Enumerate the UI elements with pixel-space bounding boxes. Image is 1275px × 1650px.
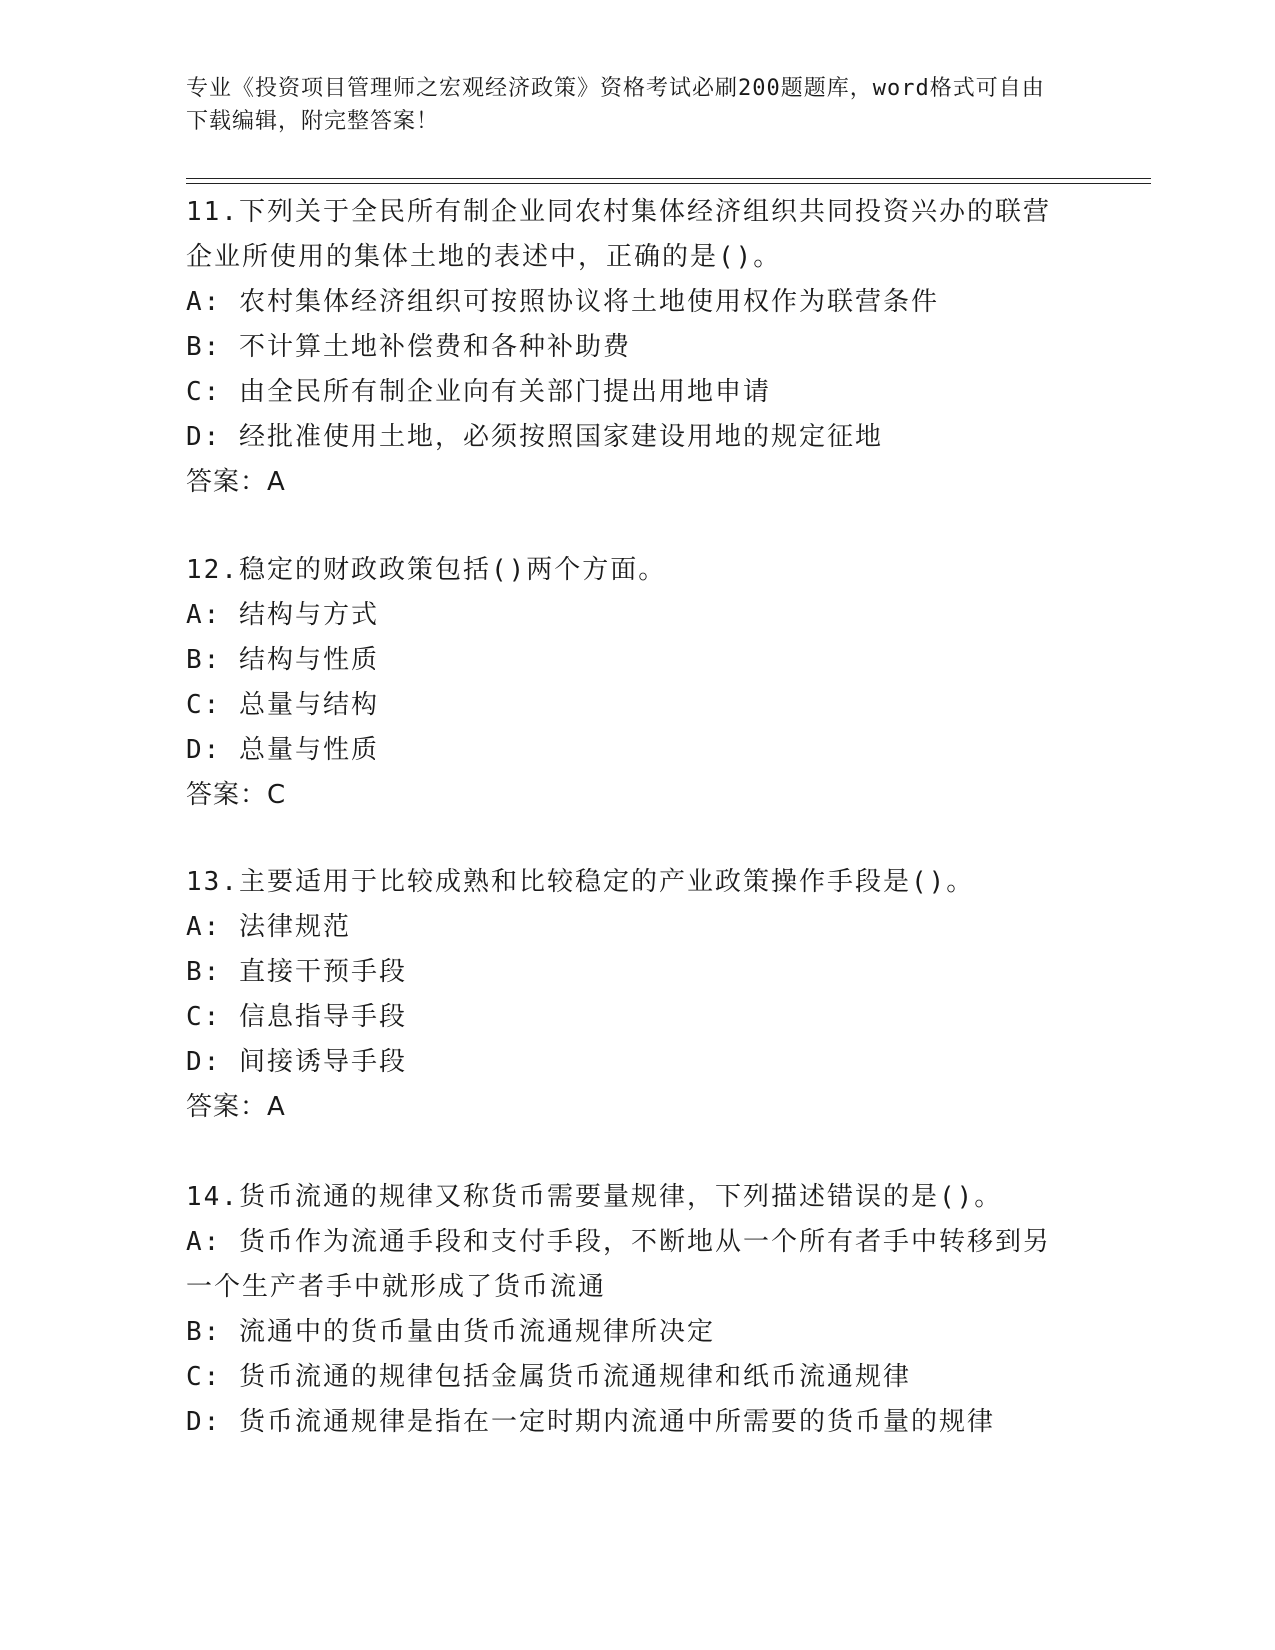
option-d: D: 经批准使用土地，必须按照国家建设用地的规定征地 [186, 422, 883, 452]
option-d: D: 货币流通规律是指在一定时期内流通中所需要的货币量的规律 [186, 1407, 995, 1437]
answer: 答案：C [186, 780, 287, 810]
option-c: C: 由全民所有制企业向有关部门提出用地申请 [186, 377, 771, 407]
option-c: C: 总量与结构 [186, 690, 379, 720]
question-12 [186, 548, 1086, 818]
option-d: D: 间接诱导手段 [186, 1047, 407, 1077]
question-14 [186, 1175, 1086, 1445]
question-11 [186, 190, 1086, 505]
document-header: 专业《投资项目管理师之宏观经济政策》资格考试必刷200题题库，word格式可自由下载编辑，附完整答案！ [186, 76, 1045, 134]
option-a: A: 货币作为流通手段和支付手段，不断地从一个所有者手中转移到另一个生产者手中就形成了货币流通 [186, 1227, 1051, 1302]
answer: 答案：A [186, 1092, 286, 1122]
option-c: C: 货币流通的规律包括金属货币流通规律和纸币流通规律 [186, 1362, 911, 1392]
option-a: A: 结构与方式 [186, 600, 379, 630]
option-b: B: 直接干预手段 [186, 957, 407, 987]
option-d: D: 总量与性质 [186, 735, 379, 765]
question-stem: 14.货币流通的规律又称货币需要量规律，下列描述错误的是()。 [186, 1182, 1003, 1212]
question-13 [186, 860, 1086, 1130]
answer: 答案：A [186, 467, 286, 497]
question-stem: 13.主要适用于比较成熟和比较稳定的产业政策操作手段是()。 [186, 867, 975, 897]
option-b: B: 流通中的货币量由货币流通规律所决定 [186, 1317, 715, 1347]
header-divider-bottom [186, 183, 1151, 184]
option-a: A: 法律规范 [186, 912, 351, 942]
option-b: B: 结构与性质 [186, 645, 379, 675]
option-b: B: 不计算土地补偿费和各种补助费 [186, 332, 631, 362]
question-stem: 11.下列关于全民所有制企业同农村集体经济组织共同投资兴办的联营企业所使用的集体土地的表述中，正确的是()。 [186, 197, 1051, 272]
option-a: A: 农村集体经济组织可按照协议将土地使用权作为联营条件 [186, 287, 939, 317]
header-divider-top [186, 178, 1151, 179]
option-c: C: 信息指导手段 [186, 1002, 407, 1032]
question-stem: 12.稳定的财政政策包括()两个方面。 [186, 555, 667, 585]
